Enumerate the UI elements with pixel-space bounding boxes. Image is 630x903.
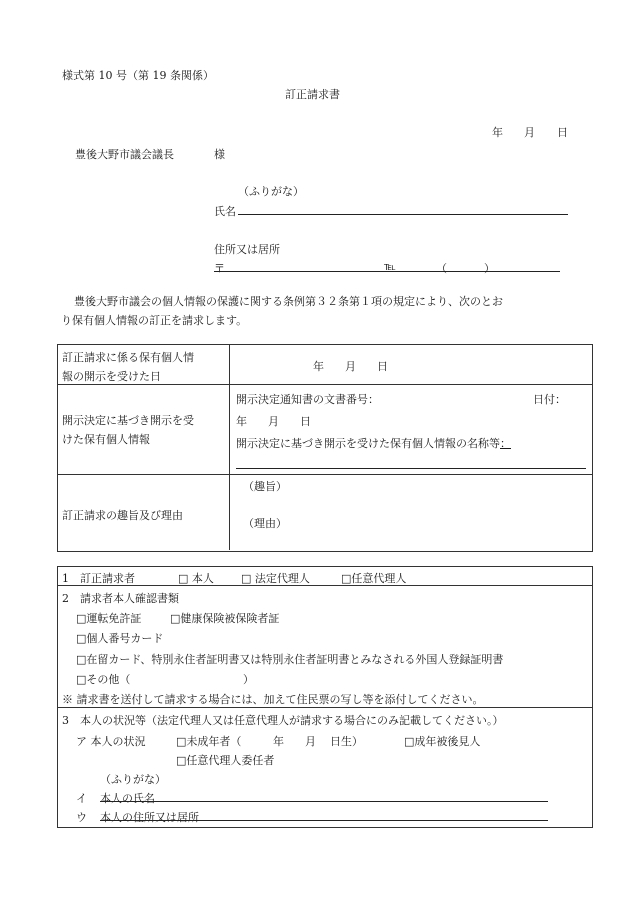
addressee: 豊後大野市議会議長 [75, 148, 174, 161]
requester-type-label: 1 訂正請求者 [62, 572, 135, 585]
row1-month: 月 [345, 360, 356, 373]
applicant-name-field[interactable] [238, 214, 568, 215]
row2-month: 月 [268, 415, 279, 428]
requester-self-checkbox[interactable]: □ 本人 [178, 572, 214, 585]
intro-line-2: り保有個人情報の訂正を請求します。 [61, 314, 248, 327]
row1-day: 日 [377, 360, 388, 373]
addressee-honorific: 様 [214, 148, 225, 161]
principal-condition-label: ア 本人の状況 [76, 735, 146, 748]
principal-name-field[interactable] [100, 801, 548, 802]
minor-birth-month: 月 [305, 735, 316, 748]
adult-ward-checkbox[interactable]: □成年被後見人 [404, 735, 481, 748]
tel-mark: ℡ [384, 260, 396, 273]
mail-request-note: ※ 請求書を送付して請求する場合には、加えて住民票の写し等を添付してください。 [62, 693, 484, 706]
principal-name-marker: イ [76, 792, 87, 805]
applicant-name-label: 氏名 [214, 205, 236, 218]
row2-info-name-text: 開示決定に基づき開示を受けた保有個人情報の名称等 [236, 437, 500, 450]
row2-label-line1: 開示決定に基づき開示を受 [62, 414, 194, 427]
drivers-license-checkbox[interactable]: □運転免許証 [76, 612, 142, 625]
minor-birth-year: 年 [273, 735, 284, 748]
row3-label: 訂正請求の趣旨及び理由 [62, 509, 183, 522]
date-year-label: 年 [492, 126, 503, 139]
row2-info-name-colon: ： [500, 437, 511, 450]
row2-doc-number-label: 開示決定通知書の文書番号： [236, 393, 379, 406]
principal-address-marker: ウ [76, 811, 87, 824]
row1-year: 年 [313, 360, 324, 373]
other-doc-close-paren: ） [243, 673, 254, 686]
row2-dated-label: 日付： [533, 393, 566, 406]
row1-label-line2: 報の開示を受けた日 [62, 370, 161, 383]
row2-info-name-field[interactable] [236, 468, 586, 469]
principal-address-field[interactable] [100, 820, 548, 821]
table2-row-divider-1 [58, 585, 592, 586]
table1-column-divider [229, 345, 230, 550]
table1-row-divider-2 [58, 474, 592, 475]
page-title: 訂正請求書 [285, 88, 340, 101]
date-day-label: 日 [557, 126, 568, 139]
principal-status-label: 3 本人の状況等（法定代理人又は任意代理人が請求する場合にのみ記載してください。） [62, 714, 504, 727]
health-insurance-checkbox[interactable]: □健康保険被保険者証 [170, 612, 280, 625]
principal-furigana-label: （ふりがな） [100, 773, 166, 786]
principal-address-label: 本人の住所又は居所 [100, 811, 199, 824]
tel-paren-close: ） [484, 262, 495, 275]
form-number: 様式第 10 号（第 19 条関係） [62, 69, 214, 82]
tel-paren-open: （ [436, 262, 447, 275]
row2-year: 年 [236, 415, 247, 428]
table1-row-divider-1 [58, 384, 592, 385]
other-doc-checkbox[interactable]: □その他（ [76, 673, 131, 686]
row2-label-line2: けた保有個人情報 [62, 433, 150, 446]
postal-mark: 〒 [214, 262, 225, 275]
voluntary-principal-checkbox[interactable]: □任意代理人委任者 [176, 754, 275, 767]
row3-reason-label: （理由） [243, 517, 287, 530]
row2-info-name-label [236, 435, 511, 451]
requester-voluntary-rep-checkbox[interactable]: □任意代理人 [341, 572, 407, 585]
principal-name-label: 本人の氏名 [100, 792, 155, 805]
row2-day: 日 [300, 415, 311, 428]
intro-line-1: 豊後大野市議会の個人情報の保護に関する条例第３２条第１項の規定により、次のとお [74, 295, 503, 308]
minor-birth-day: 日生） [330, 735, 363, 748]
table2-row-divider-2 [58, 707, 592, 708]
date-month-label: 月 [524, 126, 535, 139]
row3-purpose-label: （趣旨） [243, 480, 287, 493]
residence-card-checkbox[interactable]: □在留カード、特別永住者証明書又は特別永住者証明書とみなされる外国人登録証明書 [76, 653, 504, 666]
requester-legal-rep-checkbox[interactable]: □ 法定代理人 [241, 572, 310, 585]
applicant-furigana-label: （ふりがな） [238, 185, 304, 198]
row1-label-line1: 訂正請求に係る保有個人情 [62, 351, 194, 364]
id-docs-label: 2 請求者本人確認書類 [62, 592, 179, 605]
my-number-card-checkbox[interactable]: □個人番号カード [76, 632, 164, 645]
minor-checkbox[interactable]: □未成年者（ [176, 735, 242, 748]
applicant-address-label: 住所又は居所 [214, 243, 280, 256]
